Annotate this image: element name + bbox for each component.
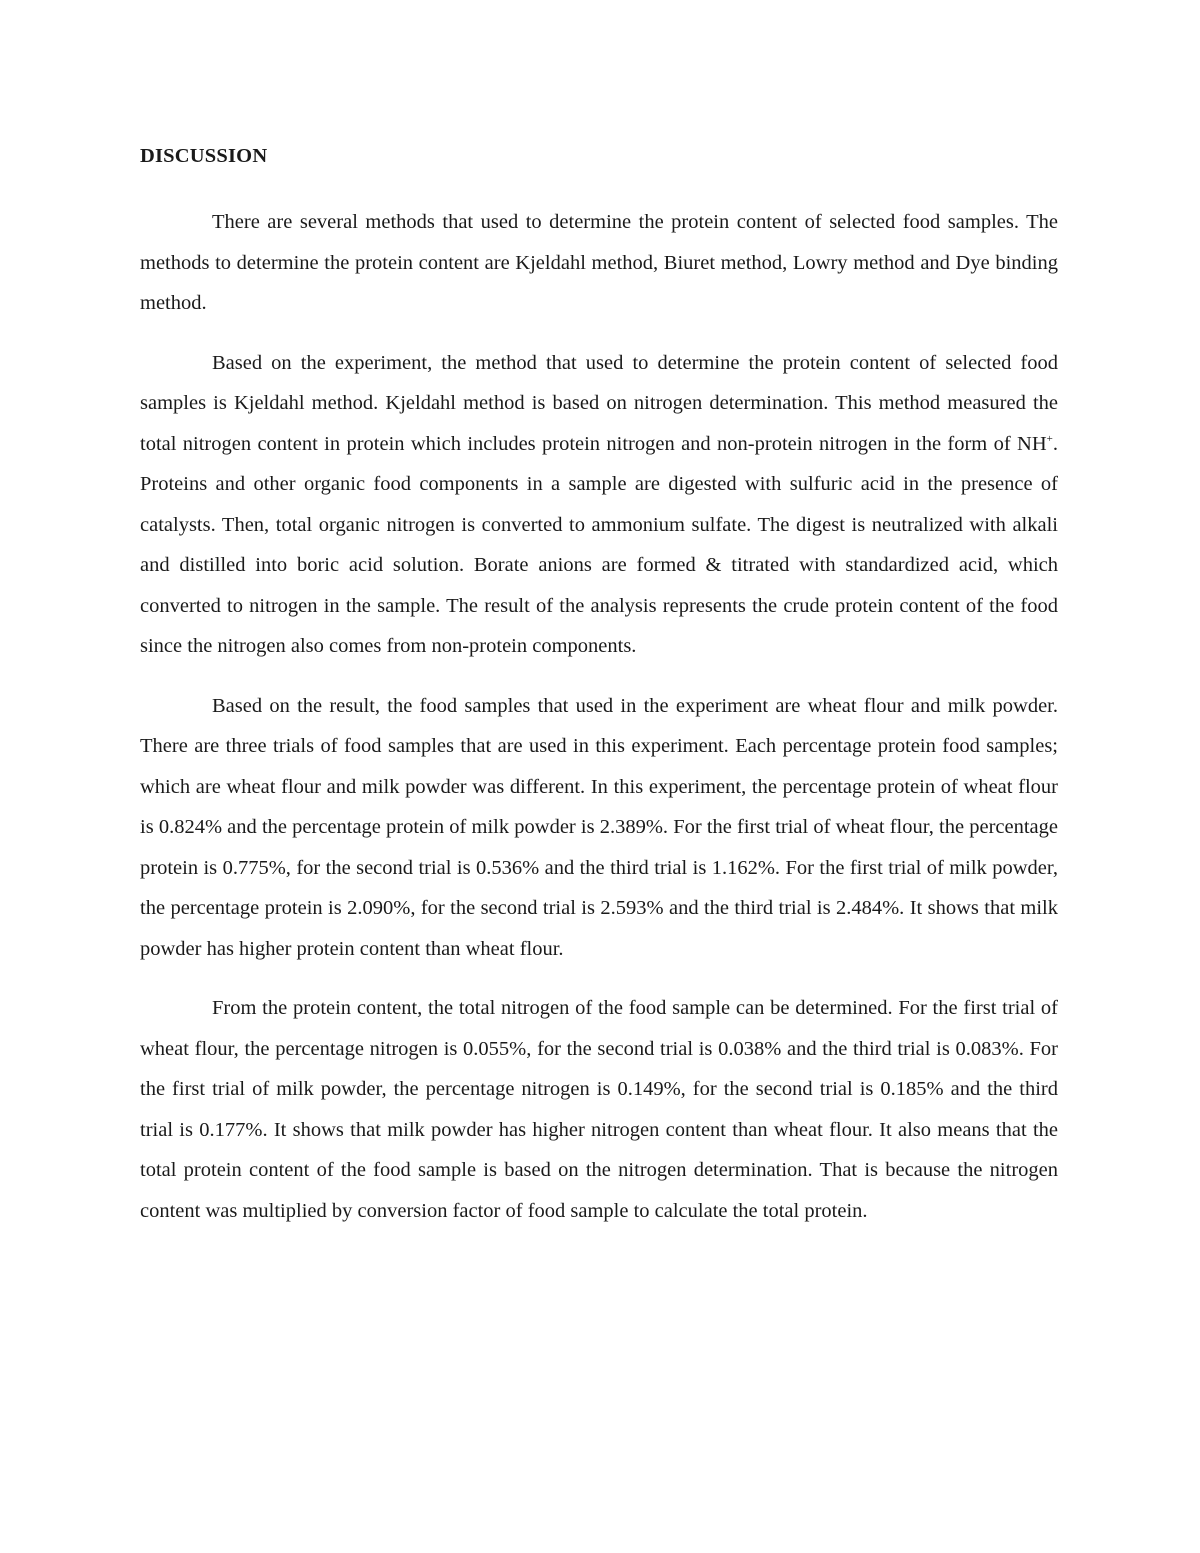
paragraph-nitrogen-results: From the protein content, the total nitrogen of the food sample can be determined. For the first trial of wheat flour, the percentage nitrogen is 0.055%, for the second trial is 0.038% and the third trial is 0.083%. For the first trial of milk powder, the percentage nitrogen is 0.149%, for the second trial is 0.185% and the third trial is 0.177%. It shows that milk powder has higher nitrogen content than wheat flour. It also means that the total protein content of the food sample is based on the nitrogen determination. That is because the nitrogen content was multiplied by conversion factor of food sample to calculate the total protein.	[140, 997, 1058, 1222]
section-heading: DISCUSSION	[140, 145, 268, 167]
paragraph-kjeldahl-text-a: Based on the experiment, the method that used to determine the protein content of selected food samples is Kjeldahl method. Kjeldahl method is based on nitrogen determination. This method measured the total nitrogen content in protein which includes protein nitrogen and non-protein nitrogen in the form of NH	[140, 351, 1058, 455]
paragraph-kjeldahl	[140, 343, 1058, 667]
superscript-plus: +	[1046, 432, 1053, 445]
paragraph-protein-results: Based on the result, the food samples that used in the experiment are wheat flour and milk powder. There are three trials of food samples that are used in this experiment. Each percentage protein food samples; which are wheat flour and milk powder was different. In this experiment, the percentage protein of wheat flour is 0.824% and the percentage protein of milk powder is 2.389%. For the first trial of wheat flour, the percentage protein is 0.775%, for the second trial is 0.536% and the third trial is 1.162%. For the first trial of milk powder, the percentage protein is 2.090%, for the second trial is 2.593% and the third trial is 2.484%. It shows that milk powder has higher protein content than wheat flour.	[140, 694, 1058, 960]
document-body	[140, 143, 1058, 1250]
paragraph-kjeldahl-text-b: . Proteins and other organic food components in a sample are digested with sulfuric acid in the presence of catalysts. Then, total organic nitrogen is converted to ammonium sulfate. The digest is neutralized with alkali and distilled into boric acid solution. Borate anions are formed & titrated with standardized acid, which converted to nitrogen in the sample. The result of the analysis represents the crude protein content of the food since the nitrogen also comes from non-protein components.	[140, 432, 1058, 657]
paragraph-methods: There are several methods that used to determine the protein content of selected food samples. The methods to determine the protein content are Kjeldahl method, Biuret method, Lowry method and Dye binding method.	[140, 211, 1058, 314]
